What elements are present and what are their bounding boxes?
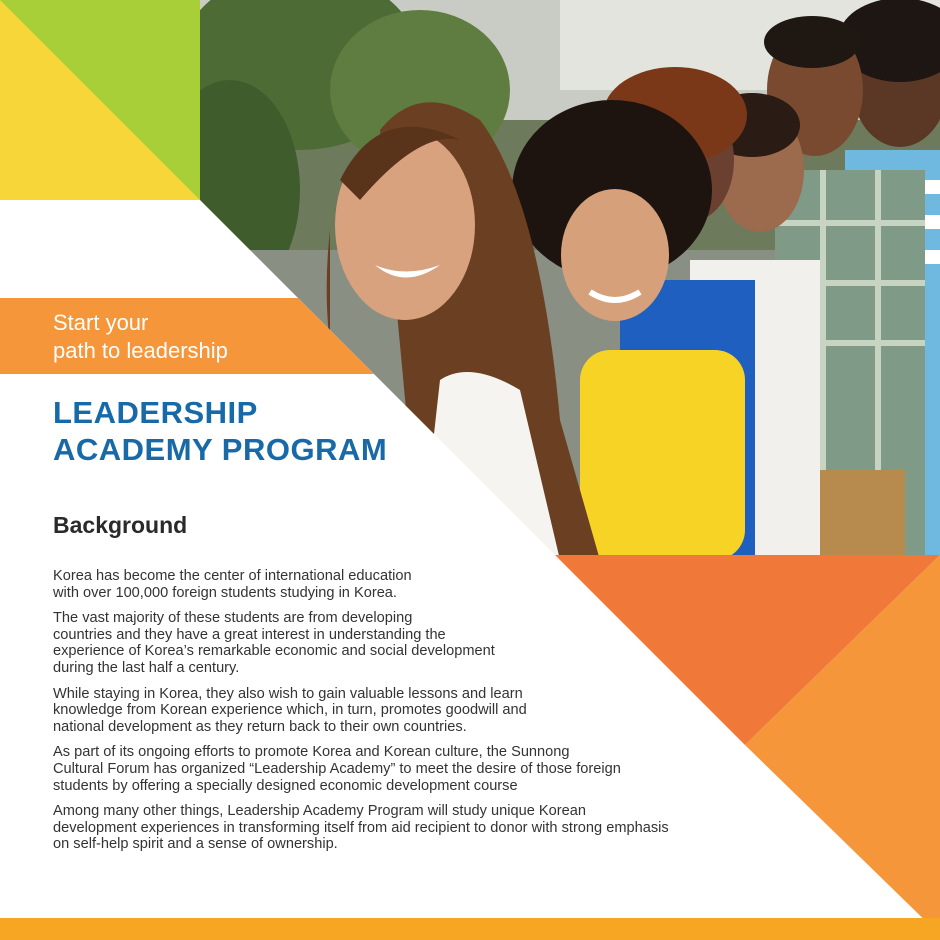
bottom-bar	[0, 918, 940, 940]
paragraph	[53, 610, 773, 676]
text-line: knowledge from Korean experience which, in turn, promotes goodwill and	[53, 702, 527, 719]
text-line: Korea has become the center of international education	[53, 568, 412, 584]
text-line: As part of its ongoing efforts to promote Korea and Korean culture, the Sunnong	[53, 744, 570, 761]
tagline	[53, 309, 373, 365]
text-line: on self-help spirit and a sense of ownership.	[53, 836, 338, 853]
text-line: with over 100,000 foreign students studying in Korea.	[53, 584, 397, 601]
text-line: national development as they return back to their own countries.	[53, 718, 467, 735]
paragraph	[53, 744, 773, 794]
paragraph	[53, 803, 773, 853]
text-line: experience of Korea’s remarkable economic and social development	[53, 643, 495, 660]
background-text	[53, 568, 773, 862]
paragraph	[53, 568, 773, 601]
program-title	[53, 394, 513, 468]
text-line: countries and they have a great interest in understanding the	[53, 626, 446, 643]
tagline-line: path to leadership	[53, 338, 228, 363]
title-line: LEADERSHIP	[53, 395, 258, 430]
tagline-line: Start your	[53, 310, 149, 335]
text-line: While staying in Korea, they also wish to gain valuable lessons and learn	[53, 685, 523, 702]
title-line: ACADEMY PROGRAM	[53, 432, 388, 467]
section-heading: Background	[53, 512, 188, 538]
text-line: students by offering a specially designed economic development course	[53, 777, 518, 794]
text-line: development experiences in transforming itself from aid recipient to donor with strong emphasis	[53, 819, 669, 836]
text-line: Among many other things, Leadership Academy Program will study unique Korean	[53, 803, 586, 820]
text-line: The vast majority of these students are from developing	[53, 610, 413, 627]
text-line: during the last half a century.	[53, 659, 240, 676]
text-line: Cultural Forum has organized “Leadership Academy” to meet the desire of those foreign	[53, 760, 621, 777]
paragraph	[53, 686, 773, 736]
